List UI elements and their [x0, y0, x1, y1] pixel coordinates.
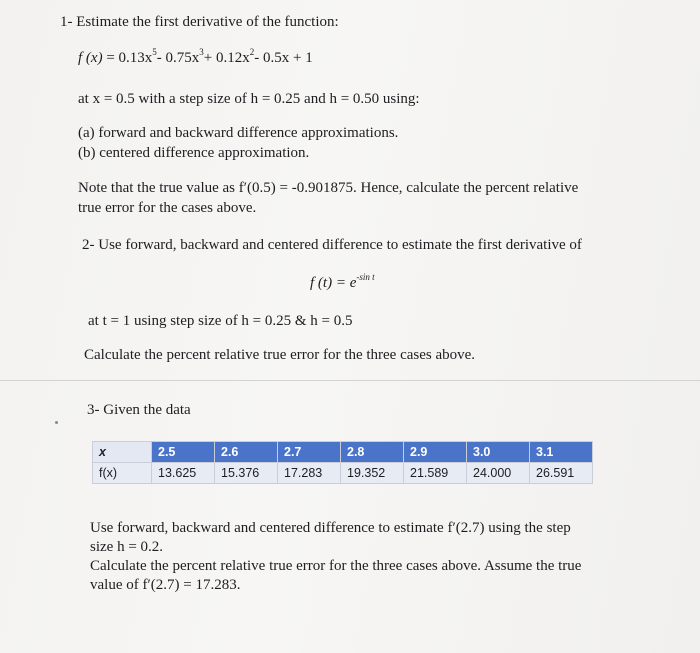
q2-calc: Calculate the percent relative true error for the three cases above. [84, 347, 476, 363]
q1-part-a: (a) forward and backward difference approximations. [78, 125, 399, 141]
q2-func: f (t) = e [310, 275, 357, 291]
q1-note-line2: true error for the cases above. [78, 200, 257, 216]
q1-note-line1: Note that the true value as f′(0.5) = -0.901875. Hence, calculate the percent relative [78, 180, 579, 196]
q3-title: 3- Given the data [87, 402, 191, 418]
q1-title: 1- Estimate the first derivative of the function: [60, 14, 339, 30]
table-x-cell: 2.5 [152, 442, 215, 463]
q1-part-b: (b) centered difference approximation. [78, 145, 310, 161]
q3-line1: Use forward, backward and centered difference to estimate f′(2.7) using the step [90, 520, 571, 536]
q2-at-line: at t = 1 using step size of h = 0.25 & h = 0.5 [88, 313, 353, 329]
q1-func-t4: - 0.5x + 1 [254, 50, 313, 66]
table-fx-cell: 21.589 [404, 463, 467, 484]
q1-exp-3: 3 [199, 47, 204, 57]
table-row-x [93, 442, 593, 463]
q1-exp-2: 2 [249, 47, 255, 57]
table-x-cell: 2.9 [404, 442, 467, 463]
q1-func-lhs: f (x) [78, 50, 103, 66]
table-fx-label: f(x) [93, 463, 152, 484]
table-fx-cell: 15.376 [215, 463, 278, 484]
q2-title: 2- Use forward, backward and centered difference to estimate the first derivative of [82, 237, 582, 253]
table-fx-cell: 17.283 [278, 463, 341, 484]
q1-function [78, 49, 313, 67]
q1-func-t1: = 0.13x [102, 50, 153, 66]
table-x-cell: 2.8 [341, 442, 404, 463]
q2-function [310, 274, 375, 292]
q1-exp-5: 5 [152, 47, 157, 57]
q3-line3: Calculate the percent relative true error for the three cases above. Assume the true [90, 558, 582, 574]
table-fx-cell: 24.000 [467, 463, 530, 484]
q1-func-t3: + 0.12x [203, 50, 250, 66]
q1-func-t2: - 0.75x [156, 50, 200, 66]
table-x-label: x [93, 442, 152, 463]
table-fx-cell: 19.352 [341, 463, 404, 484]
q3-line4: value of f′(2.7) = 17.283. [90, 577, 241, 593]
page-divider [0, 380, 700, 381]
data-table [92, 441, 593, 484]
table-x-cell: 2.6 [215, 442, 278, 463]
margin-mark [55, 421, 58, 424]
table-fx-cell: 26.591 [530, 463, 593, 484]
q3-line2: size h = 0.2. [90, 539, 164, 555]
q2-func-exp: -sin t [356, 272, 375, 282]
table-fx-cell: 13.625 [152, 463, 215, 484]
table-x-cell: 2.7 [278, 442, 341, 463]
table-x-cell: 3.1 [530, 442, 593, 463]
q1-at-line: at x = 0.5 with a step size of h = 0.25 and h = 0.50 using: [78, 91, 420, 107]
table-x-cell: 3.0 [467, 442, 530, 463]
table-row-fx [93, 463, 593, 484]
